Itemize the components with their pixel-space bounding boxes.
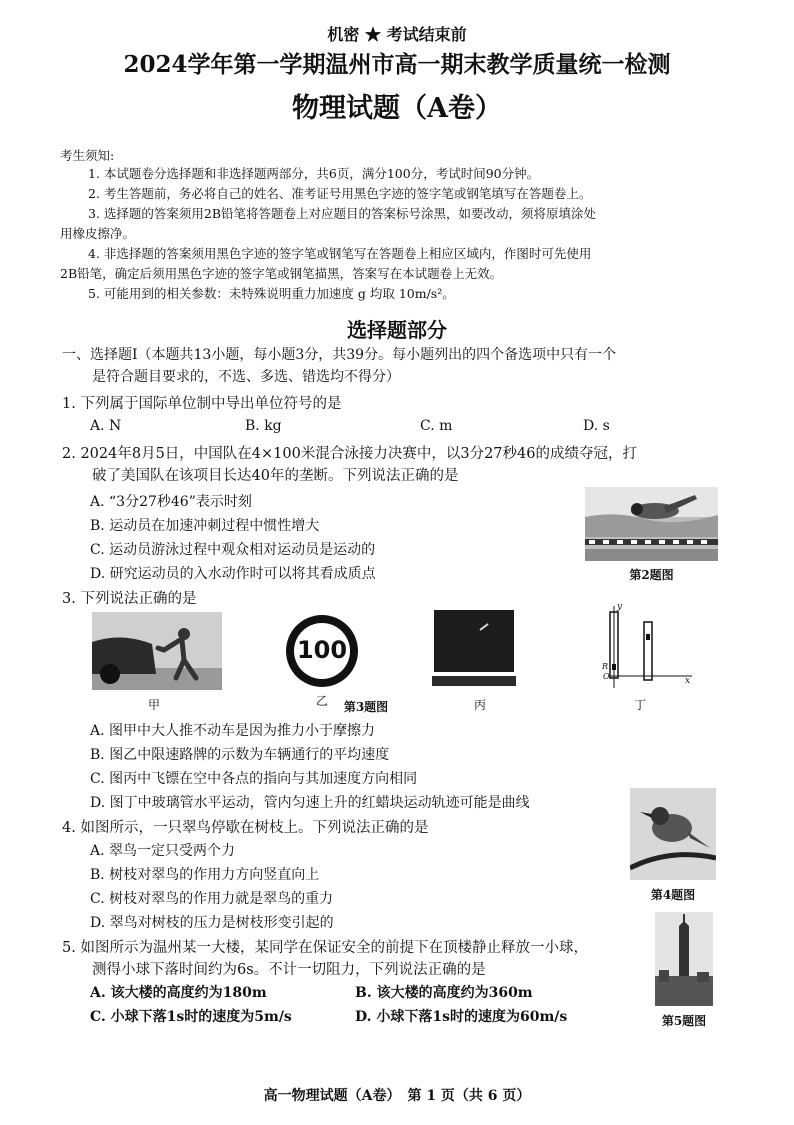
notice-line-2: 2. 考生答题前，务必将自己的姓名、准考证号用黑色字迹的签字笔或钢笔填写在答题卷上。 — [88, 186, 592, 201]
exam-title: 2024学年第一学期温州市高一期末教学质量统一检测 — [123, 51, 671, 78]
q5-option-b: B. 该大楼的高度约为360m — [355, 985, 533, 1001]
q3-stem: 3. 下列说法正确的是 — [62, 591, 197, 607]
q2-option-c: C. 运动员游泳过程中观众相对运动员是运动的 — [90, 542, 376, 558]
notice-block — [60, 146, 760, 306]
q2-swimmer-photo — [585, 487, 718, 561]
notice-line-3b: 用橡皮擦净。 — [60, 226, 136, 241]
q3-label-bing: 丙 — [474, 698, 487, 712]
q2-figure-caption: 第2题图 — [629, 568, 674, 582]
q4-option-d: D. 翠鸟对树枝的压力是树枝形变引起的 — [90, 915, 334, 931]
q2-stem-2: 破了美国队在该项目长达40年的垄断。下列说法正确的是 — [92, 468, 459, 484]
confidential-mark: 机密 ★ 考试结束前 — [327, 25, 467, 44]
q3-speed-limit-sign — [283, 612, 361, 690]
q5-stem: 5. 如图所示为温州某一大楼，某同学在保证安全的前提下在顶楼静止释放一小球， — [62, 940, 588, 956]
notice-heading: 考生须知: — [60, 148, 115, 163]
q2-option-a: A. “3分27秒46”表示时刻 — [90, 494, 252, 510]
q3-axis-y: y — [617, 604, 623, 612]
q3-figure-bing — [432, 608, 516, 688]
q5-option-c: C. 小球下落1s时的速度为5m/s — [90, 1009, 292, 1025]
q1-option-b: B. kg — [245, 418, 282, 434]
notice-line-3: 3. 选择题的答案须用2B铅笔将答题卷上对应题目的答案标号涂黑，如要改动，须将原填涂处 — [88, 206, 597, 221]
notice-line-1: 1. 本试题卷分选择题和非选择题两部分，共6页，满分100分，考试时间90分钟。 — [88, 166, 540, 181]
q3-label-yi: 乙 — [316, 694, 329, 708]
q3-axis-x: x — [685, 676, 691, 686]
q2-stem: 2. 2024年8月5日，中国队在4×100米混合泳接力决赛中，以3分27秒46的成绩夺冠，打 — [62, 446, 637, 462]
q3-label-jia: 甲 — [148, 698, 161, 712]
q1-option-d: D. s — [583, 418, 610, 434]
section-title: 选择题部分 — [347, 318, 447, 342]
q3-figure-caption: 第3题图 — [343, 700, 389, 714]
q5-option-a: A. 该大楼的高度约为180m — [90, 985, 267, 1001]
q4-option-b: B. 树枝对翠鸟的作用力方向竖直向上 — [90, 867, 320, 883]
q4-kingfisher-photo — [630, 788, 716, 880]
q5-stem-2: 测得小球下落时间约为6s。不计一切阻力，下列说法正确的是 — [92, 962, 486, 978]
page-footer: 高一物理试题（A卷） 第 1 页（共 6 页） — [263, 1088, 531, 1104]
q3-option-c: C. 图丙中飞镖在空中各点的指向与其加速度方向相同 — [90, 771, 418, 787]
exam-subtitle: 物理试题（A卷） — [292, 93, 502, 124]
q5-option-d: D. 小球下落1s时的速度为60m/s — [355, 1009, 568, 1025]
part1-instruction-2: 是符合题目要求的，不选、多选、错选均不得分） — [92, 369, 400, 385]
q2-option-b: B. 运动员在加速冲刺过程中惯性增大 — [90, 518, 320, 534]
q3-figure-ding — [600, 604, 695, 690]
q5-figure-caption: 第5题图 — [661, 1014, 707, 1028]
notice-line-4: 4. 非选择题的答案须用黑色字迹的签字笔或钢笔写在答题卷上相应区域内，作图时可先使用 — [88, 246, 592, 261]
q4-option-c: C. 树枝对翠鸟的作用力就是翠鸟的重力 — [90, 891, 334, 907]
q5-building-photo — [655, 912, 713, 1006]
q1-option-c: C. m — [420, 418, 453, 434]
q1-stem: 1. 下列属于国际单位制中导出单位符号的是 — [62, 396, 342, 412]
q3-option-a: A. 图甲中大人推不动车是因为推力小于摩擦力 — [90, 723, 376, 739]
q3-axis-r: R — [602, 662, 609, 671]
q4-figure-caption: 第4题图 — [650, 888, 696, 902]
q3-axis-o: O — [603, 672, 610, 681]
q1-option-a: A. N — [90, 418, 122, 434]
q3-option-b: B. 图乙中限速路牌的示数为车辆通行的平均速度 — [90, 747, 390, 763]
q3-sign-value: 100 — [296, 636, 348, 664]
q3-option-d: D. 图丁中玻璃管水平运动，管内匀速上升的红蜡块运动轨迹可能是曲线 — [90, 795, 530, 811]
part1-instruction: 一、选择题Ⅰ（本题共13小题，每小题3分，共39分。每小题列出的四个备选项中只有一个 — [62, 347, 617, 363]
q4-stem: 4. 如图所示，一只翠鸟停歇在树枝上。下列说法正确的是 — [62, 820, 429, 836]
notice-line-4b: 2B铅笔，确定后须用黑色字迹的签字笔或钢笔描黑，答案写在本试题卷上无效。 — [60, 266, 503, 281]
q2-option-d: D. 研究运动员的入水动作时可以将其看成质点 — [90, 566, 376, 582]
q3-label-ding: 丁 — [634, 698, 647, 712]
q4-option-a: A. 翠鸟一定只受两个力 — [90, 843, 236, 859]
q3-figure-jia — [92, 612, 222, 690]
notice-line-5: 5. 可能用到的相关参数：未特殊说明重力加速度 g 均取 10m/s²。 — [88, 286, 455, 301]
